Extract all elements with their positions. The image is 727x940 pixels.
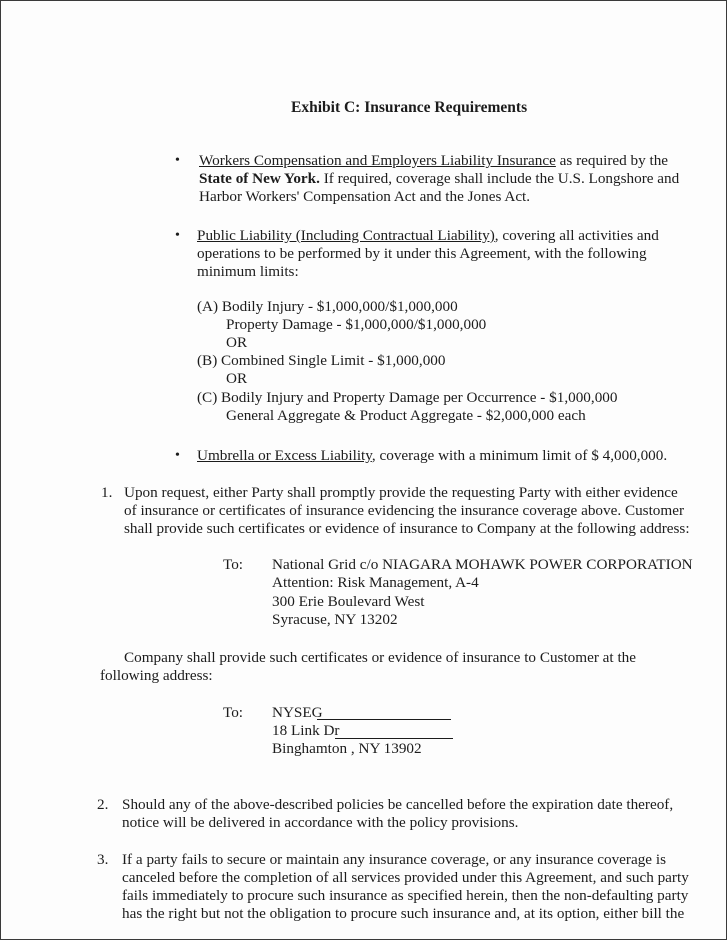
item-number: 3. (97, 851, 109, 868)
limit-b: (B) Combined Single Limit - $1,000,000 (197, 352, 446, 369)
bullet-text: If required, coverage shall include the U.S. Longshore and (319, 170, 680, 187)
bullet-umbrella (197, 447, 667, 465)
limit-c-line2: General Aggregate & Product Aggregate - $2,000,000 each (226, 407, 586, 424)
fill-in-line (335, 738, 453, 739)
bullet-heading: Workers Compensation and Employers Liability Insurance (199, 152, 556, 169)
item1-line2: of insurance or certificates of insurance evidencing the insurance coverage above. Customer (124, 502, 685, 519)
item3-line4: has the right but not the obligation to procure such insurance and, at its option, either bill the (122, 905, 685, 922)
address-to-label: To: (223, 556, 244, 573)
bullet-public-liability-line2: operations to be performed by it under this Agreement, with the following (197, 245, 647, 262)
company-para-line1: Company shall provide such certificates or evidence of insurance to Customer at the (124, 649, 636, 666)
item1-line3: shall provide such certificates or evidence of insurance to Company at the following address: (124, 520, 690, 537)
address1-line1: National Grid c/o NIAGARA MOHAWK POWER CORPORATION (272, 556, 693, 573)
bullet-text: as required by the (555, 152, 669, 169)
bullet-heading: Umbrella or Excess Liability (197, 447, 372, 464)
bullet-icon: • (175, 228, 180, 243)
bullet-icon: • (175, 153, 180, 168)
document-title: Exhibit C: Insurance Requirements (291, 99, 528, 116)
bullet-text: , coverage with a minimum limit of $ 4,000,000. (371, 447, 668, 464)
bullet-workers-comp-line2 (199, 170, 679, 188)
fill-in-line (317, 719, 451, 720)
limit-a-line1: (A) Bodily Injury - $1,000,000/$1,000,000 (197, 298, 458, 315)
company-para-line2: following address: (100, 667, 213, 684)
address2-line2: 18 Link Dr (272, 722, 340, 739)
item-number: 1. (101, 484, 113, 501)
limit-c-line1: (C) Bodily Injury and Property Damage per Occurrence - $1,000,000 (197, 389, 618, 406)
limit-or-1: OR (226, 334, 248, 351)
address1-line3: 300 Erie Boulevard West (272, 593, 425, 610)
bullet-bold-text: State of New York. (199, 170, 320, 187)
item2-line2: notice will be delivered in accordance with the policy provisions. (122, 814, 519, 831)
bullet-workers-comp-line3: Harbor Workers' Compensation Act and the Jones Act. (199, 188, 531, 205)
item3-line1: If a party fails to secure or maintain any insurance coverage, or any insurance coverage is (122, 851, 666, 868)
bullet-text: , covering all activities and (494, 227, 659, 244)
address2-line1: NYSEG (272, 704, 323, 721)
address-to-label: To: (223, 704, 244, 721)
bullet-public-liability-line1 (197, 227, 659, 245)
address1-line2: Attention: Risk Management, A-4 (272, 574, 479, 591)
bullet-icon: • (175, 448, 180, 463)
address1-line4: Syracuse, NY 13202 (272, 611, 398, 628)
item3-line2: canceled before the completion of all services provided under this Agreement, and such party (122, 869, 689, 886)
item2-line1: Should any of the above-described policies be cancelled before the expiration date thereof, (122, 796, 674, 813)
item-number: 2. (97, 796, 109, 813)
limit-or-2: OR (226, 370, 248, 387)
bullet-workers-comp-line1 (199, 152, 668, 170)
address2-line3: Binghamton , NY 13902 (272, 740, 422, 757)
item3-line3: fails immediately to procure such insurance as specified herein, then the non-defaulting party (122, 887, 689, 904)
limit-a-line2: Property Damage - $1,000,000/$1,000,000 (226, 316, 487, 333)
bullet-public-liability-line3: minimum limits: (197, 263, 299, 280)
item1-line1: Upon request, either Party shall promptly provide the requesting Party with either evidence (124, 484, 678, 501)
bullet-heading: Public Liability (Including Contractual Liability) (197, 227, 495, 244)
